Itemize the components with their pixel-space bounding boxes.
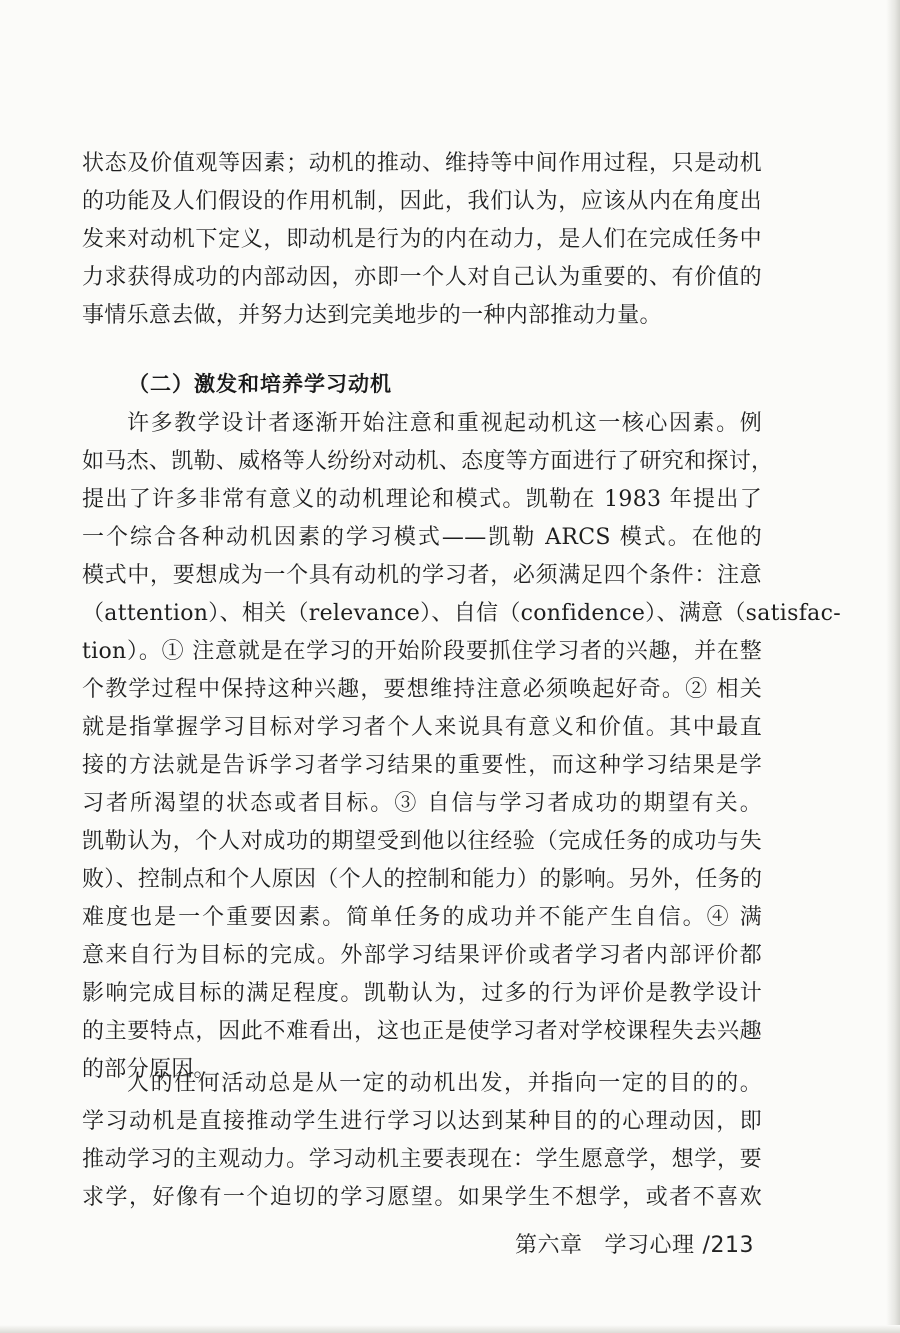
text-line: 败）、控制点和个人原因（个人的控制和能力）的影响。另外，任务的: [82, 867, 763, 892]
footer-chapter-title: 学习心理: [604, 1233, 695, 1258]
text-line: （attention）、相关（relevance）、自信（confidence）、满意（satisfac-: [82, 601, 841, 626]
text-line: 如马杰、凯勒、威格等人纷纷对动机、态度等方面进行了研究和探讨，: [82, 449, 774, 474]
text-line: 发来对动机下定义，即动机是行为的内在动力，是人们在完成任务中: [82, 227, 762, 252]
paragraph-learning-motivation: [82, 1065, 762, 1217]
text-line: 的部分原因。: [82, 1057, 216, 1082]
text-line: 推动学习的主观动力。学习动机主要表现在：学生愿意学，想学，要: [82, 1147, 762, 1172]
text-line: 事情乐意去做，并努力达到完美地步的一种内部推动力量。: [82, 303, 662, 328]
text-line: 学习动机是直接推动学生进行学习以达到某种目的的心理动因，即: [82, 1109, 762, 1134]
text-line: 状态及价值观等因素；动机的推动、维持等中间作用过程，只是动机: [82, 151, 762, 176]
text-line: 的功能及人们假设的作用机制，因此，我们认为，应该从内在角度出: [82, 189, 762, 214]
text-line: 力求获得成功的内部动因，亦即一个人对自己认为重要的、有价值的: [82, 265, 762, 290]
text-line: 影响完成目标的满足程度。凯勒认为，过多的行为评价是教学设计: [82, 981, 762, 1006]
footer-chapter: 第六章: [515, 1233, 583, 1258]
text-line: 提出了许多非常有意义的动机理论和模式。凯勒在 1983 年提出了: [82, 487, 762, 512]
text-line: 人的任何活动总是从一定的动机出发，并指向一定的目的的。: [127, 1071, 762, 1096]
text-line: 的主要特点，因此不难看出，这也正是使学习者对学校课程失去兴趣: [82, 1019, 762, 1044]
section-heading: （二）激发和培养学习动机: [128, 372, 392, 396]
text-line: 求学，好像有一个迫切的学习愿望。如果学生不想学，或者不喜欢: [82, 1185, 762, 1210]
text-line: 一个综合各种动机因素的学习模式——凯勒 ARCS 模式。在他的: [82, 525, 762, 550]
text-line: 凯勒认为，个人对成功的期望受到他以往经验（完成任务的成功与失: [82, 829, 762, 854]
text-line: 许多教学设计者逐渐开始注意和重视起动机这一核心因素。例: [127, 411, 762, 436]
page-edge-shadow: [886, 0, 900, 1333]
page-footer: [515, 1228, 754, 1259]
text-line: 模式中，要想成为一个具有动机的学习者，必须满足四个条件：注意: [82, 563, 762, 588]
paragraph-definition: [82, 145, 762, 335]
text-line: 习者所渴望的状态或者目标。③ 自信与学习者成功的期望有关。: [82, 791, 762, 816]
text-line: 难度也是一个重要因素。简单任务的成功并不能产生自信。④ 满: [82, 905, 762, 930]
text-line: tion）。① 注意就是在学习的开始阶段要抓住学习者的兴趣，并在整: [82, 639, 762, 664]
text-line: 个教学过程中保持这种兴趣，要想维持注意必须唤起好奇。② 相关: [82, 677, 762, 702]
page-number: /213: [702, 1233, 754, 1258]
page-bottom-shadow: [0, 1325, 900, 1333]
text-line: 接的方法就是告诉学习者学习结果的重要性，而这种学习结果是学: [82, 753, 762, 778]
text-line: 就是指掌握学习目标对学习者个人来说具有意义和价值。其中最直: [82, 715, 762, 740]
text-line: 意来自行为目标的完成。外部学习结果评价或者学习者内部评价都: [82, 943, 762, 968]
paragraph-arcs-model: [82, 405, 841, 1089]
